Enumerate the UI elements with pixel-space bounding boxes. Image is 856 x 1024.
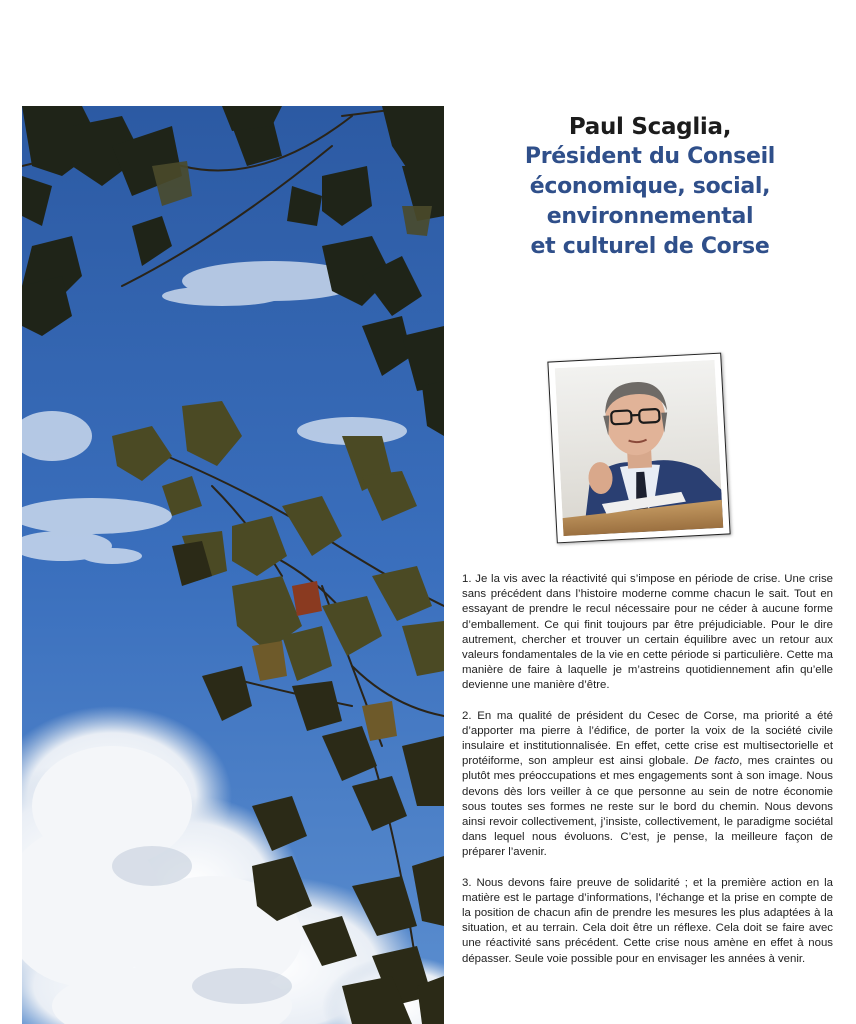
author-role-line-2: économique, social, (529, 174, 771, 199)
paragraph-1-text: 1. Je la vis avec la réactivité qui s’impose en période de crise. Une crise sans précédent dans l’histoire moderne comme chacun le sait. Tout en essayant de prendre le recul nécessaire pour ne céder à aucune forme d’emballement. Ce qui finit toujours par être préjudiciable. Pour le dire autrement, chercher et trouver un certain équilibre avec un retour aux valeurs fondamentales de la vie en cette période si particulière. Cette ma manière de faire à laquelle je m’astreins quotidiennement afin qu’elle devienne une manière d’être. (462, 573, 833, 692)
article-heading (470, 112, 830, 262)
author-role-line-4: et culturel de Corse (530, 234, 770, 259)
sky-with-leaves-photo (22, 106, 444, 1024)
paragraph-1 (462, 572, 833, 694)
author-role-line-3: environnemental (546, 204, 754, 229)
paragraph-3 (462, 876, 833, 967)
article-body (462, 572, 833, 982)
paragraph-2-italic-phrase: De facto (694, 755, 740, 768)
paragraph-3-text: 3. Nous devons faire preuve de solidarité ; et la première action en la matière est le partage d’informations, l’échange et la prise en compte de la position de chacun afin de prendre les mesures les plus adaptées à la situation, et au terrain. Cela doit être un réflexe. Cela doit se faire avec une réactivité sans précédent. Cette crise nous amène en effet à nous dépasser. Seule voie possible pour en envisager les années à venir. (462, 876, 833, 965)
author-name: Paul Scaglia, (568, 114, 732, 140)
paragraph-2 (462, 709, 833, 861)
paragraph-2-text-start: 2. En ma qualité de président du Cesec de Corse, ma priorité a été d’apporter ma pierre à l’édifice, de porter la voix de la société civile insulaire et institutionnalisée. En effet, cette crise est multisectorielle et protéiforme, son ampleur est ainsi globale. (462, 709, 833, 768)
paragraph-2-text-end: , mes craintes ou plutôt mes préoccupations et mes engagements sont à son image. Nous devons dès lors veiller à ce que personne au sein de notre économie sous toutes ses formes ne reste sur le bord du chemin. Nous devons ainsi revoir collectivement, j’insiste, collectivement, le paradigme sociétal dans lequel nous évoluons. C’est, je pense, la meilleure façon de préparer l’avenir. (462, 755, 834, 859)
portrait-photo (547, 353, 730, 544)
author-role-line-1: Président du Conseil (524, 144, 776, 169)
